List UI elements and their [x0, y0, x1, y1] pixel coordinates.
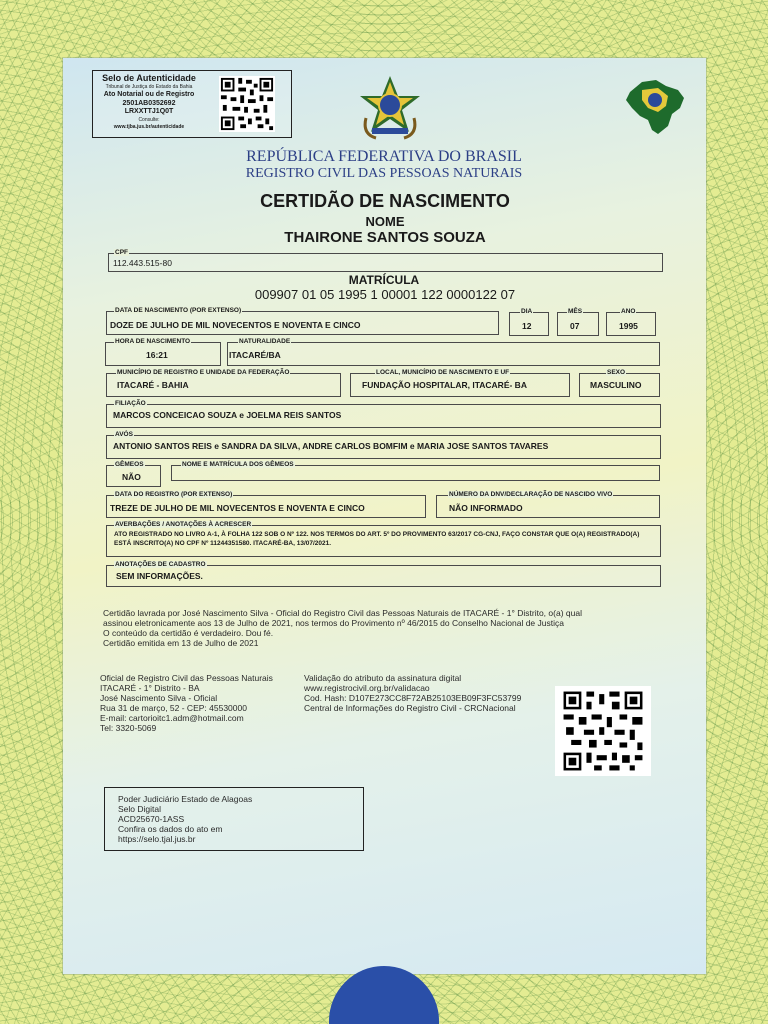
month-label: MÊS	[568, 308, 583, 315]
annotations-value: ATO REGISTRADO NO LIVRO A-1, À FOLHA 122 SOB O Nº 122. NOS TERMOS DO ART. 5º DO PROVIMENTO 63/2017 CG-CNJ, FAÇO CONSTAR QUE O(A) REGISTRADO(A) ESTÁ INSCRITO(A) NO CPF Nº 11244351580. ITACARÉ-BA, 13/07/2021.	[114, 531, 640, 547]
twins-value: NÃO	[122, 472, 141, 482]
certification-line-4: Certidão emitida em 13 de Julho de 2021	[103, 638, 259, 648]
year-label: ANO	[621, 308, 636, 315]
seal-code-2: LRXXTTJ1Q0T	[124, 108, 174, 115]
twins-names-label: NOME E MATRÍCULA DOS GÊMEOS	[182, 461, 294, 468]
certification-line-2: assinou eletronicamente aos 13 de Julho de 2021, nos termos do Provimento nº 46/2015 do Conselho Nacional de Justiça	[103, 618, 564, 628]
birth-hour-value: 16:21	[146, 350, 168, 360]
brazil-map-icon	[622, 76, 688, 138]
officer-line-4: Rua 31 de março, 52 - CEP: 45530000	[100, 703, 247, 713]
sex-value: MASCULINO	[590, 380, 642, 390]
month-value: 07	[570, 321, 580, 331]
registry-heading: REGISTRO CIVIL DAS PESSOAS NATURAIS	[245, 166, 523, 181]
matricula-label: MATRÍCULA	[348, 273, 420, 287]
filiation-value: MARCOS CONCEICAO SOUZA e JOELMA REIS SANTOS	[113, 410, 342, 420]
validation-line-1: Validação do atributo da assinatura digital	[304, 673, 462, 683]
grandparents-label: AVÓS	[115, 431, 133, 438]
dnv-value: NÃO INFORMADO	[449, 503, 523, 513]
authenticity-seal	[92, 70, 292, 138]
cadastro-value: SEM INFORMAÇÕES.	[116, 571, 203, 581]
validation-line-4: Central de Informações do Registro Civil - CRCNacional	[304, 703, 516, 713]
sex-label: SEXO	[607, 369, 626, 376]
cpf-label: CPF	[115, 249, 128, 256]
officer-line-2: ITACARÉ - 1° Distrito - BA	[100, 683, 200, 693]
certification-text	[103, 608, 663, 648]
birth-date-label: DATA DE NASCIMENTO (POR EXTENSO)	[115, 307, 242, 314]
seal-url: www.tjba.jus.br/autenticidade	[113, 123, 185, 130]
day-value: 12	[522, 321, 532, 331]
seal-title: Selo de Autenticidade	[102, 73, 196, 83]
seal-consult: Consulte:	[138, 116, 160, 123]
registry-date-label: DATA DO REGISTRO (POR EXTENSO)	[115, 491, 233, 498]
cpf-field	[108, 253, 663, 272]
filiation-label: FILIAÇÃO	[115, 400, 146, 407]
birth-hour-label: HORA DE NASCIMENTO	[115, 338, 191, 345]
digital-seal-line-5: https://selo.tjal.jus.br	[118, 834, 196, 844]
qr-code-icon	[559, 689, 647, 773]
naturalidade-value: ITACARÉ/BA	[229, 350, 281, 360]
certification-line-3: O conteúdo da certidão é verdadeiro. Dou fé.	[103, 628, 274, 638]
officer-line-1: Oficial de Registro Civil das Pessoas Naturais	[100, 673, 273, 683]
digital-seal-line-1: Poder Judiciário Estado de Alagoas	[118, 794, 253, 804]
officer-block	[100, 673, 300, 733]
validation-block	[304, 673, 554, 713]
name-label: NOME	[365, 214, 405, 229]
year-value: 1995	[619, 321, 638, 331]
birth-place-value: FUNDAÇÃO HOSPITALAR, ITACARÉ- BA	[362, 380, 527, 390]
validation-line-3: Cod. Hash: D107E273CC8F72AB25103EB09F3FC53799	[304, 693, 522, 703]
birth-place-label: LOCAL, MUNICÍPIO DE NASCIMENTO E UF	[376, 369, 510, 376]
twins-label: GÊMEOS	[115, 461, 144, 468]
seal-qr-code	[219, 76, 275, 132]
seal-act: Ato Notarial ou de Registro	[103, 91, 195, 98]
registry-municipality-value: ITACARÉ - BAHIA	[117, 380, 189, 390]
annotations-label: AVERBAÇÕES / ANOTAÇÕES À ACRESCER	[115, 521, 252, 528]
digital-seal-line-3: ACD25670-1ASS	[118, 814, 185, 824]
republic-heading: REPÚBLICA FEDERATIVA DO BRASIL	[246, 148, 522, 165]
naturalidade-field	[227, 342, 660, 366]
name-value: THAIRONE SANTOS SOUZA	[284, 229, 486, 246]
birth-date-value: DOZE DE JULHO DE MIL NOVECENTOS E NOVENTA E CINCO	[110, 320, 361, 330]
registry-date-value: TREZE DE JULHO DE MIL NOVECENTOS E NOVENTA E CINCO	[110, 503, 365, 513]
dnv-label: NÚMERO DA DNV/DECLARAÇÃO DE NASCIDO VIVO	[449, 491, 613, 498]
coat-of-arms-emblem	[356, 74, 424, 142]
digital-seal-line-2: Selo Digital	[118, 804, 161, 814]
certification-line-1: Certidão lavrada por José Nascimento Silva - Oficial do Registro Civil das Pessoas Naturais de ITACARÉ - 1° Distrito, o(a) qual	[103, 608, 582, 618]
naturalidade-label: NATURALIDADE	[239, 338, 291, 345]
digital-seal-box	[104, 787, 364, 851]
cadastro-label: ANOTAÇÕES DE CADASTRO	[115, 561, 206, 568]
registry-municipality-label: MUNICÍPIO DE REGISTRO E UNIDADE DA FEDERAÇÃO	[117, 369, 290, 376]
matricula-value: 009907 01 05 1995 1 00001 122 0000122 07	[254, 287, 516, 302]
officer-line-5: E-mail: cartorioitc1.adm@hotmail.com	[100, 713, 244, 723]
seal-court: Tribunal de Justiça do Estado da Bahia	[105, 84, 193, 90]
officer-line-6: Tel: 3320-5069	[100, 723, 157, 733]
validation-line-2: www.registrocivil.org.br/validacao	[304, 683, 430, 693]
officer-line-3: José Nascimento Silva - Oficial	[100, 693, 218, 703]
certificate-title: CERTIDÃO DE NASCIMENTO	[260, 191, 510, 211]
seal-code-1: 2501AB0352692	[122, 99, 176, 107]
cpf-value: 112.443.515-80	[113, 258, 172, 268]
digital-seal-line-4: Confira os dados do ato em	[118, 824, 223, 834]
grandparents-value: ANTONIO SANTOS REIS e SANDRA DA SILVA, ANDRE CARLOS BOMFIM e MARIA JOSE SANTOS TAVARES	[113, 441, 549, 451]
validation-qr-code	[555, 686, 651, 776]
day-label: DIA	[521, 308, 533, 315]
